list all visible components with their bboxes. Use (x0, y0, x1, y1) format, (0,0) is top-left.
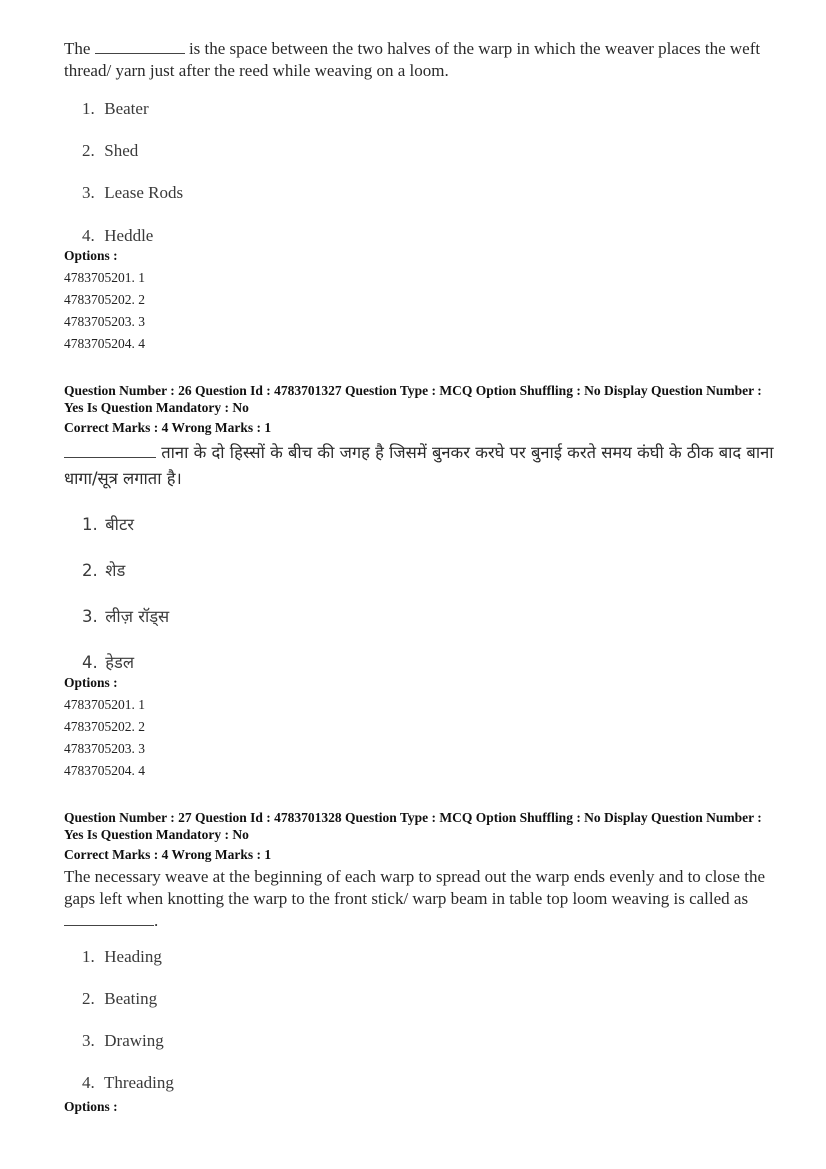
q25-choice-2: 2. Shed (82, 141, 139, 160)
q25-option-4: 4783705204. 4 (64, 336, 145, 351)
q27-choice-2: 2. Beating (82, 989, 158, 1008)
q26-option-2: 4783705202. 2 (64, 719, 145, 734)
q25-choice-1: 1. Beater (82, 99, 149, 118)
q27-choice-4: 4. Threading (82, 1073, 174, 1092)
q26-choice-4: 4. हेडल (82, 653, 135, 672)
q27-meta: Question Number : 27 Question Id : 4783701328 Question Type : MCQ Option Shuffling : No Display Question Number : Yes Is Question Mandatory : No (64, 810, 762, 842)
q26-option-1: 4783705201. 1 (64, 697, 145, 712)
q26-options-label: Options : (64, 675, 118, 690)
q25-choice-3: 3. Lease Rods (82, 183, 184, 202)
q27-options-label: Options : (64, 1099, 118, 1114)
answer-blank (64, 910, 154, 926)
answer-blank (64, 442, 156, 458)
q26-marks: Correct Marks : 4 Wrong Marks : 1 (64, 420, 272, 435)
q26-choice-1: 1. बीटर (82, 515, 135, 534)
q27-marks: Correct Marks : 4 Wrong Marks : 1 (64, 847, 272, 862)
q25-options-label: Options : (64, 248, 118, 263)
q25-option-2: 4783705202. 2 (64, 292, 145, 307)
q25-choice-4: 4. Heddle (82, 226, 154, 245)
question-25-text: The is the space between the two halves of the warp in which the weaver places the weft thread/ yarn just after the reed while weaving on a loom. (64, 39, 761, 80)
q26-choice-2: 2. शेड (82, 561, 126, 580)
q25-option-1: 4783705201. 1 (64, 270, 145, 285)
question-26-text: ताना के दो हिस्सों के बीच की जगह है जिसमें बुनकर करघे पर बुनाई करते समय कंघी के ठीक बाद बाना धागा/सूत्र लगाता है। (64, 443, 774, 488)
q26-option-3: 4783705203. 3 (64, 741, 145, 756)
answer-blank (95, 38, 185, 54)
q26-meta: Question Number : 26 Question Id : 4783701327 Question Type : MCQ Option Shuffling : No Display Question Number : Yes Is Question Mandatory : No (64, 383, 762, 415)
q27-choice-1: 1. Heading (82, 947, 162, 966)
q25-option-3: 4783705203. 3 (64, 314, 145, 329)
q26-option-4: 4783705204. 4 (64, 763, 145, 778)
question-27-text: The necessary weave at the beginning of each warp to spread out the warp ends evenly and to close the gaps left when knotting the warp to the front stick/ warp beam in table top loom weaving is called as . (64, 867, 765, 930)
q26-choice-3: 3. लीज़ रॉड्स (82, 607, 170, 626)
q27-choice-3: 3. Drawing (82, 1031, 164, 1050)
